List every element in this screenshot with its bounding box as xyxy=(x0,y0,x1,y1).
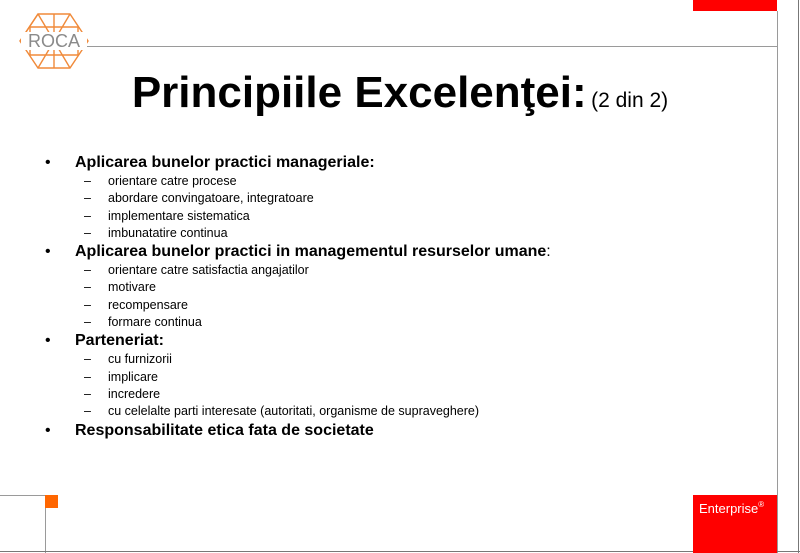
dash-icon: – xyxy=(84,297,91,312)
enterprise-brand xyxy=(699,500,764,516)
sub-list-item xyxy=(0,351,780,368)
sub-list-text: motivare xyxy=(108,280,156,295)
title-main: Principiile Excelenţei: xyxy=(131,68,587,117)
dash-icon: – xyxy=(84,369,91,384)
sub-list-text: cu celelalte parti interesate (autoritati, organisme de supraveghere) xyxy=(108,404,480,419)
list-item xyxy=(0,153,780,173)
section-heading-text: Aplicarea bunelor practici in managementul resurselor umane xyxy=(75,243,547,261)
sub-list-text: orientare catre satisfactia angajatilor xyxy=(108,263,309,278)
frame-bottom-rule xyxy=(0,495,45,496)
sub-list-item xyxy=(0,403,780,420)
sub-list-text: abordare convingatoare, integratoare xyxy=(108,191,314,206)
list-item xyxy=(0,331,780,351)
sub-list-text: incredere xyxy=(108,386,161,401)
sub-list-text: formare continua xyxy=(108,315,202,330)
sub-list-text: cu furnizorii xyxy=(108,352,172,367)
sub-list-text: recompensare xyxy=(108,297,188,312)
section-heading xyxy=(75,331,164,351)
section-heading-suffix: : xyxy=(546,243,551,261)
slide-bottom-edge xyxy=(0,551,800,552)
sub-list-item xyxy=(0,225,780,242)
section-heading-text: Parteneriat: xyxy=(75,332,164,350)
sub-list-item xyxy=(0,208,780,225)
bullet-icon: • xyxy=(45,421,51,439)
dash-icon: – xyxy=(84,315,91,330)
sub-list-text: orientare catre procese xyxy=(108,174,237,188)
dash-icon: – xyxy=(84,225,91,240)
page-title xyxy=(0,68,800,118)
sub-list-item xyxy=(0,386,780,403)
frame-top-rule xyxy=(45,46,778,47)
roca-logo xyxy=(18,12,90,70)
section-heading-text: Aplicarea bunelor practici manageriale: xyxy=(75,154,375,171)
list-item xyxy=(0,421,780,441)
sub-list-text: implicare xyxy=(108,369,159,384)
dash-icon: – xyxy=(84,386,91,401)
sub-list-item xyxy=(0,190,780,207)
section-heading xyxy=(75,153,375,173)
sub-list-item xyxy=(0,262,780,279)
list-item xyxy=(0,242,780,262)
dash-icon: – xyxy=(84,208,91,223)
sub-list-text: imbunatatire continua xyxy=(108,225,228,240)
dash-icon: – xyxy=(84,280,91,295)
roca-logo-icon xyxy=(18,12,90,70)
bullet-icon: • xyxy=(45,332,51,350)
sub-list-item xyxy=(0,173,780,190)
red-corner-top xyxy=(693,0,777,11)
sub-list-item xyxy=(0,279,780,296)
dash-icon: – xyxy=(84,404,91,419)
enterprise-text: Enterprise xyxy=(699,501,759,516)
sub-list-item xyxy=(0,314,780,331)
section-heading xyxy=(75,242,551,262)
logo-text: ROCA xyxy=(27,31,81,51)
registered-mark: ® xyxy=(758,500,765,509)
dash-icon: – xyxy=(84,191,91,206)
orange-corner-square xyxy=(45,495,58,508)
principles-list xyxy=(0,153,780,441)
section-heading-text: Responsabilitate etica fata de societate xyxy=(75,421,374,439)
bullet-icon: • xyxy=(45,154,51,171)
dash-icon: – xyxy=(84,352,91,367)
dash-icon: – xyxy=(84,174,91,188)
sub-list-item xyxy=(0,369,780,386)
sub-list-item xyxy=(0,297,780,314)
section-heading xyxy=(75,421,374,441)
sub-list-text: implementare sistematica xyxy=(108,208,250,223)
title-sub: (2 din 2) xyxy=(591,89,669,112)
bullet-icon: • xyxy=(45,243,51,261)
dash-icon: – xyxy=(84,263,91,278)
